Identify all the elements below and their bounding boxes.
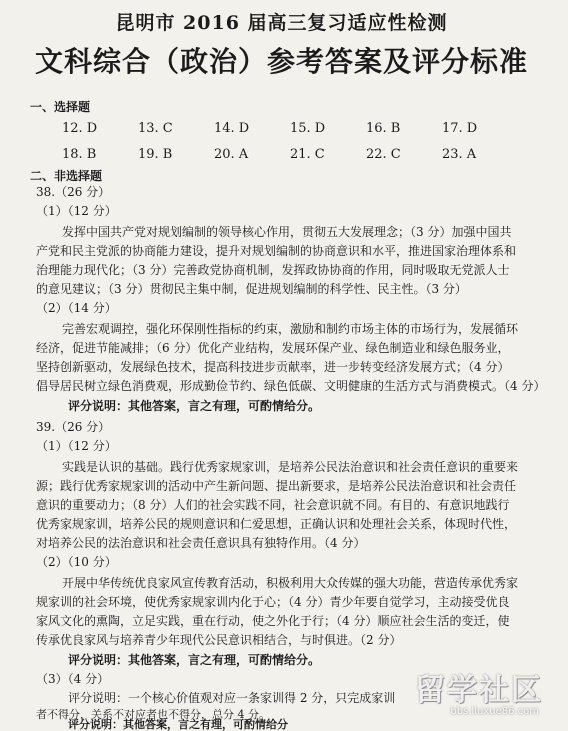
watermark-text: 留学社区 [415,673,543,708]
document-title-line1: 昆明市 2016 届高三复习适应性检测 [115,12,448,34]
answer-item: 21. C [290,147,325,162]
answer-item: 13. C [138,121,173,136]
answer-text: 治理能力现代化；（3 分）完善政党协商机制，发挥政协协商的作用，同时吸取无党派人士 [36,263,510,277]
answer-text: 倡导居民树立绿色消费观，形成勤俭节约、绿色低碳、文明健康的生活方式与消费模式。（4 分） [36,379,546,393]
watermark [393,663,543,717]
question-heading: 39.（26 分） [36,420,111,434]
section2-heading: 二、非选择题 [30,169,103,183]
answer-text: 坚持创新驱动，发展绿色技术，提高科技进步贡献率，进一步转变经济发展方式；（4 分） [36,360,510,374]
answer-row-2 [62,147,532,165]
answer-text: 产党和民主党派的协商能力建设，提升对规划编制的协商意识和水平，推进国家治理体系和 [36,244,517,258]
answer-text: 的意见建议；（3 分）贯彻民主集中制，促进规划编制的科学性、民主性。（3 分） [36,282,467,296]
scoring-note: 评分说明：其他答案，言之有理，可酌情给分。 [68,653,321,667]
question-heading: 38.（26 分） [36,185,111,199]
watermark-url: bbs.liuxue86.com [450,706,539,717]
answer-item: 23. A [442,147,477,162]
answer-text: 意识的重要动力；（8 分）人们的社会实践不同，社会意识就不同。有目的、有意识地践行 [36,498,510,512]
answer-text: 完善宏观调控，强化环保刚性指标的约束，激励和制约市场主体的市场行为，发展循环 [62,322,519,336]
scoring-note: 评分说明：其他答案，言之有理，可酌情给分。 [68,399,321,413]
answer-item: 22. C [366,147,401,162]
answer-item: 16. B [366,121,401,136]
answer-row-1 [62,121,532,139]
answer-text: 者不得分，关系不对应者也不得分，总分 4 分。 [36,708,270,721]
answer-text: 发挥中国共产党对规划编制的领导核心作用，贯彻五大发展理念；（3 分）加强中国共 [62,225,512,239]
subquestion-heading: （1）（12 分） [36,204,117,218]
subquestion-heading: （3）（4 分） [36,672,110,686]
answer-text: 开展中华传统优良家风宣传教育活动，积极利用大众传媒的强大功能，营造传承优秀家 [62,576,519,590]
answer-item: 20. A [214,147,249,162]
answer-item: 12. D [62,121,98,136]
answer-item: 15. D [290,121,326,136]
subquestion-heading: （1）（12 分） [36,439,117,453]
document-title-line2: 文科综合（政治）参考答案及评分标准 [34,45,528,78]
subquestion-heading: （2）（14 分） [36,301,117,315]
answer-item: 19. B [138,147,173,162]
answer-item: 18. B [62,147,97,162]
answer-text: 实践是认识的基础。践行优秀家规家训，是培养公民法治意识和社会责任意识的重要来 [62,460,519,474]
answer-text: 优秀家规家训，培养公民的规则意识和仁爱思想，正确认识和处理社会关系，体现时代性， [36,517,517,531]
answer-text: 规家训的社会环境，使优秀家规家训内化于心；（4 分）青少年要自觉学习，主动接受优良 [36,595,510,609]
answer-text: 评分说明：一个核心价值观对应一条家训得 2 分，只完成家训 [68,691,396,705]
answer-text: 源；践行优秀家规家训的活动中产生新问题、提出新要求，是培养公民法治意识和社会责任 [36,479,517,493]
answer-item: 17. D [442,121,478,136]
subquestion-heading: （2）（10 分） [36,555,117,569]
answer-text: 家风文化的熏陶，立足实践，重在行动，使之外化于行；（4 分）顺应社会生活的变迁，使 [36,614,510,628]
answer-text: 经济，促进节能减排；（6 分）优化产业结构，发展环保产业、绿色制造业和绿色服务业， [36,341,510,355]
scoring-note: 评分说明：其他答案，言之有理，可酌情给分 [68,718,288,731]
answer-text: 传承优良家风与培养青少年现代公民意识相结合，与时俱进。（2 分） [36,633,402,647]
section1-heading: 一、选择题 [30,100,91,114]
answer-text: 对培养公民的法治意识和社会责任意识具有独特作用。（4 分） [36,536,366,550]
answer-item: 14. D [214,121,250,136]
